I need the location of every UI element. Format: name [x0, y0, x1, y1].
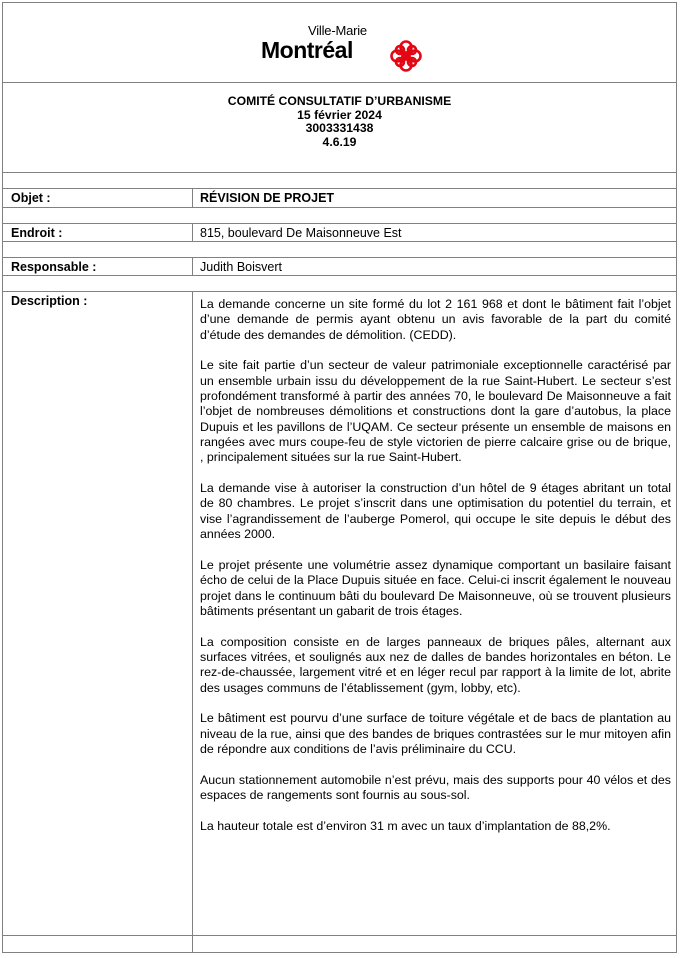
committee-header: [3, 95, 676, 149]
description-body: [200, 297, 671, 849]
committee-title: COMITÉ CONSULTATIF D’URBANISME: [227, 94, 452, 108]
item-number: 4.6.19: [322, 134, 357, 149]
responsable-value: Judith Boisvert: [200, 260, 282, 274]
description-paragraph: Aucun stationnement automobile n’est prévu, mais des supports pour 40 vélos et des espaces de rangements sont fournis au sous-sol.: [200, 772, 671, 802]
description-paragraph: La composition consiste en de larges panneaux de briques pâles, alternant aux surfaces vitrées, et soulignés aux nez de dalles de bandes horizontales en béton. Le rez-de-chaussée, largement vitré et en léger recul par rapport à la limite de lot, abrite des usages communs de l’établissement (gym, lobby, etc).: [200, 634, 671, 695]
endroit-label: Endroit :: [11, 226, 63, 240]
ville-marie-montreal-logo: [261, 23, 431, 73]
description-paragraph: Le site fait partie d’un secteur de valeur patrimoniale exceptionnelle caractérisé par un ensemble urbain issu du développement de la rue Saint-Hubert. Le secteur s’est profondément transformé à partir des années 70, le boulevard De Maisonneuve a fait l’objet de nombreuses démolitions et constructions dont la gare d’autobus, la place Dupuis et les pavillons de l’UQAM. Ce secteur présente un ensemble de maisons en rangées avec murs coupe-feu de style victorien de pierre calcaire grise ou de brique, , principalement situées sur la rue Saint-Hubert.: [200, 358, 671, 465]
file-number: 3003331438: [305, 121, 374, 135]
logo-city-name: Montréal: [261, 37, 353, 63]
endroit-value: 815, boulevard De Maisonneuve Est: [200, 226, 402, 240]
description-paragraph: La hauteur totale est d’environ 31 m avec un taux d’implantation de 88,2%.: [200, 818, 611, 833]
meeting-date: 15 février 2024: [297, 107, 382, 122]
document-page: [2, 2, 677, 953]
logo-borough-name: Ville-Marie: [308, 23, 367, 38]
description-paragraph: La demande concerne un site formé du lot 2 161 968 et dont le bâtiment fait l’objet d’une demande de permis ayant obtenu un avis favorable de la part du comité d’étude des demandes de démolition. (CEDD).: [200, 297, 671, 342]
responsable-label: Responsable :: [11, 260, 97, 274]
description-paragraph: La demande vise à autoriser la construction d’un hôtel de 9 étages abritant un total de 80 chambres. Le projet s’inscrit dans une optimisation du potentiel du terrain, et vise l’agrandissement de l’auberge Pomerol, qui occupe le site depuis le début des années 2000.: [200, 481, 671, 542]
description-paragraph: Le bâtiment est pourvu d’une surface de toiture végétale et de bacs de plantation au niveau de la rue, ainsi que des bandes de briques contrastées sur le mur mitoyen afin de répondre aux conditions de l’avis préliminaire du CCU.: [200, 711, 671, 756]
description-label: Description :: [11, 294, 88, 308]
montreal-flower-emblem-icon: [389, 39, 423, 73]
objet-value: RÉVISION DE PROJET: [200, 191, 335, 205]
objet-label: Objet :: [11, 191, 51, 205]
description-paragraph: Le projet présente une volumétrie assez dynamique comportant un basilaire faisant écho de celui de la Place Dupuis située en face. Celui-ci inscrit également le nouveau projet dans le continuum bâti du boulevard De Maisonneuve, où se trouvent plusieurs bâtiments présentant un gabarit de trois étages.: [200, 557, 671, 618]
